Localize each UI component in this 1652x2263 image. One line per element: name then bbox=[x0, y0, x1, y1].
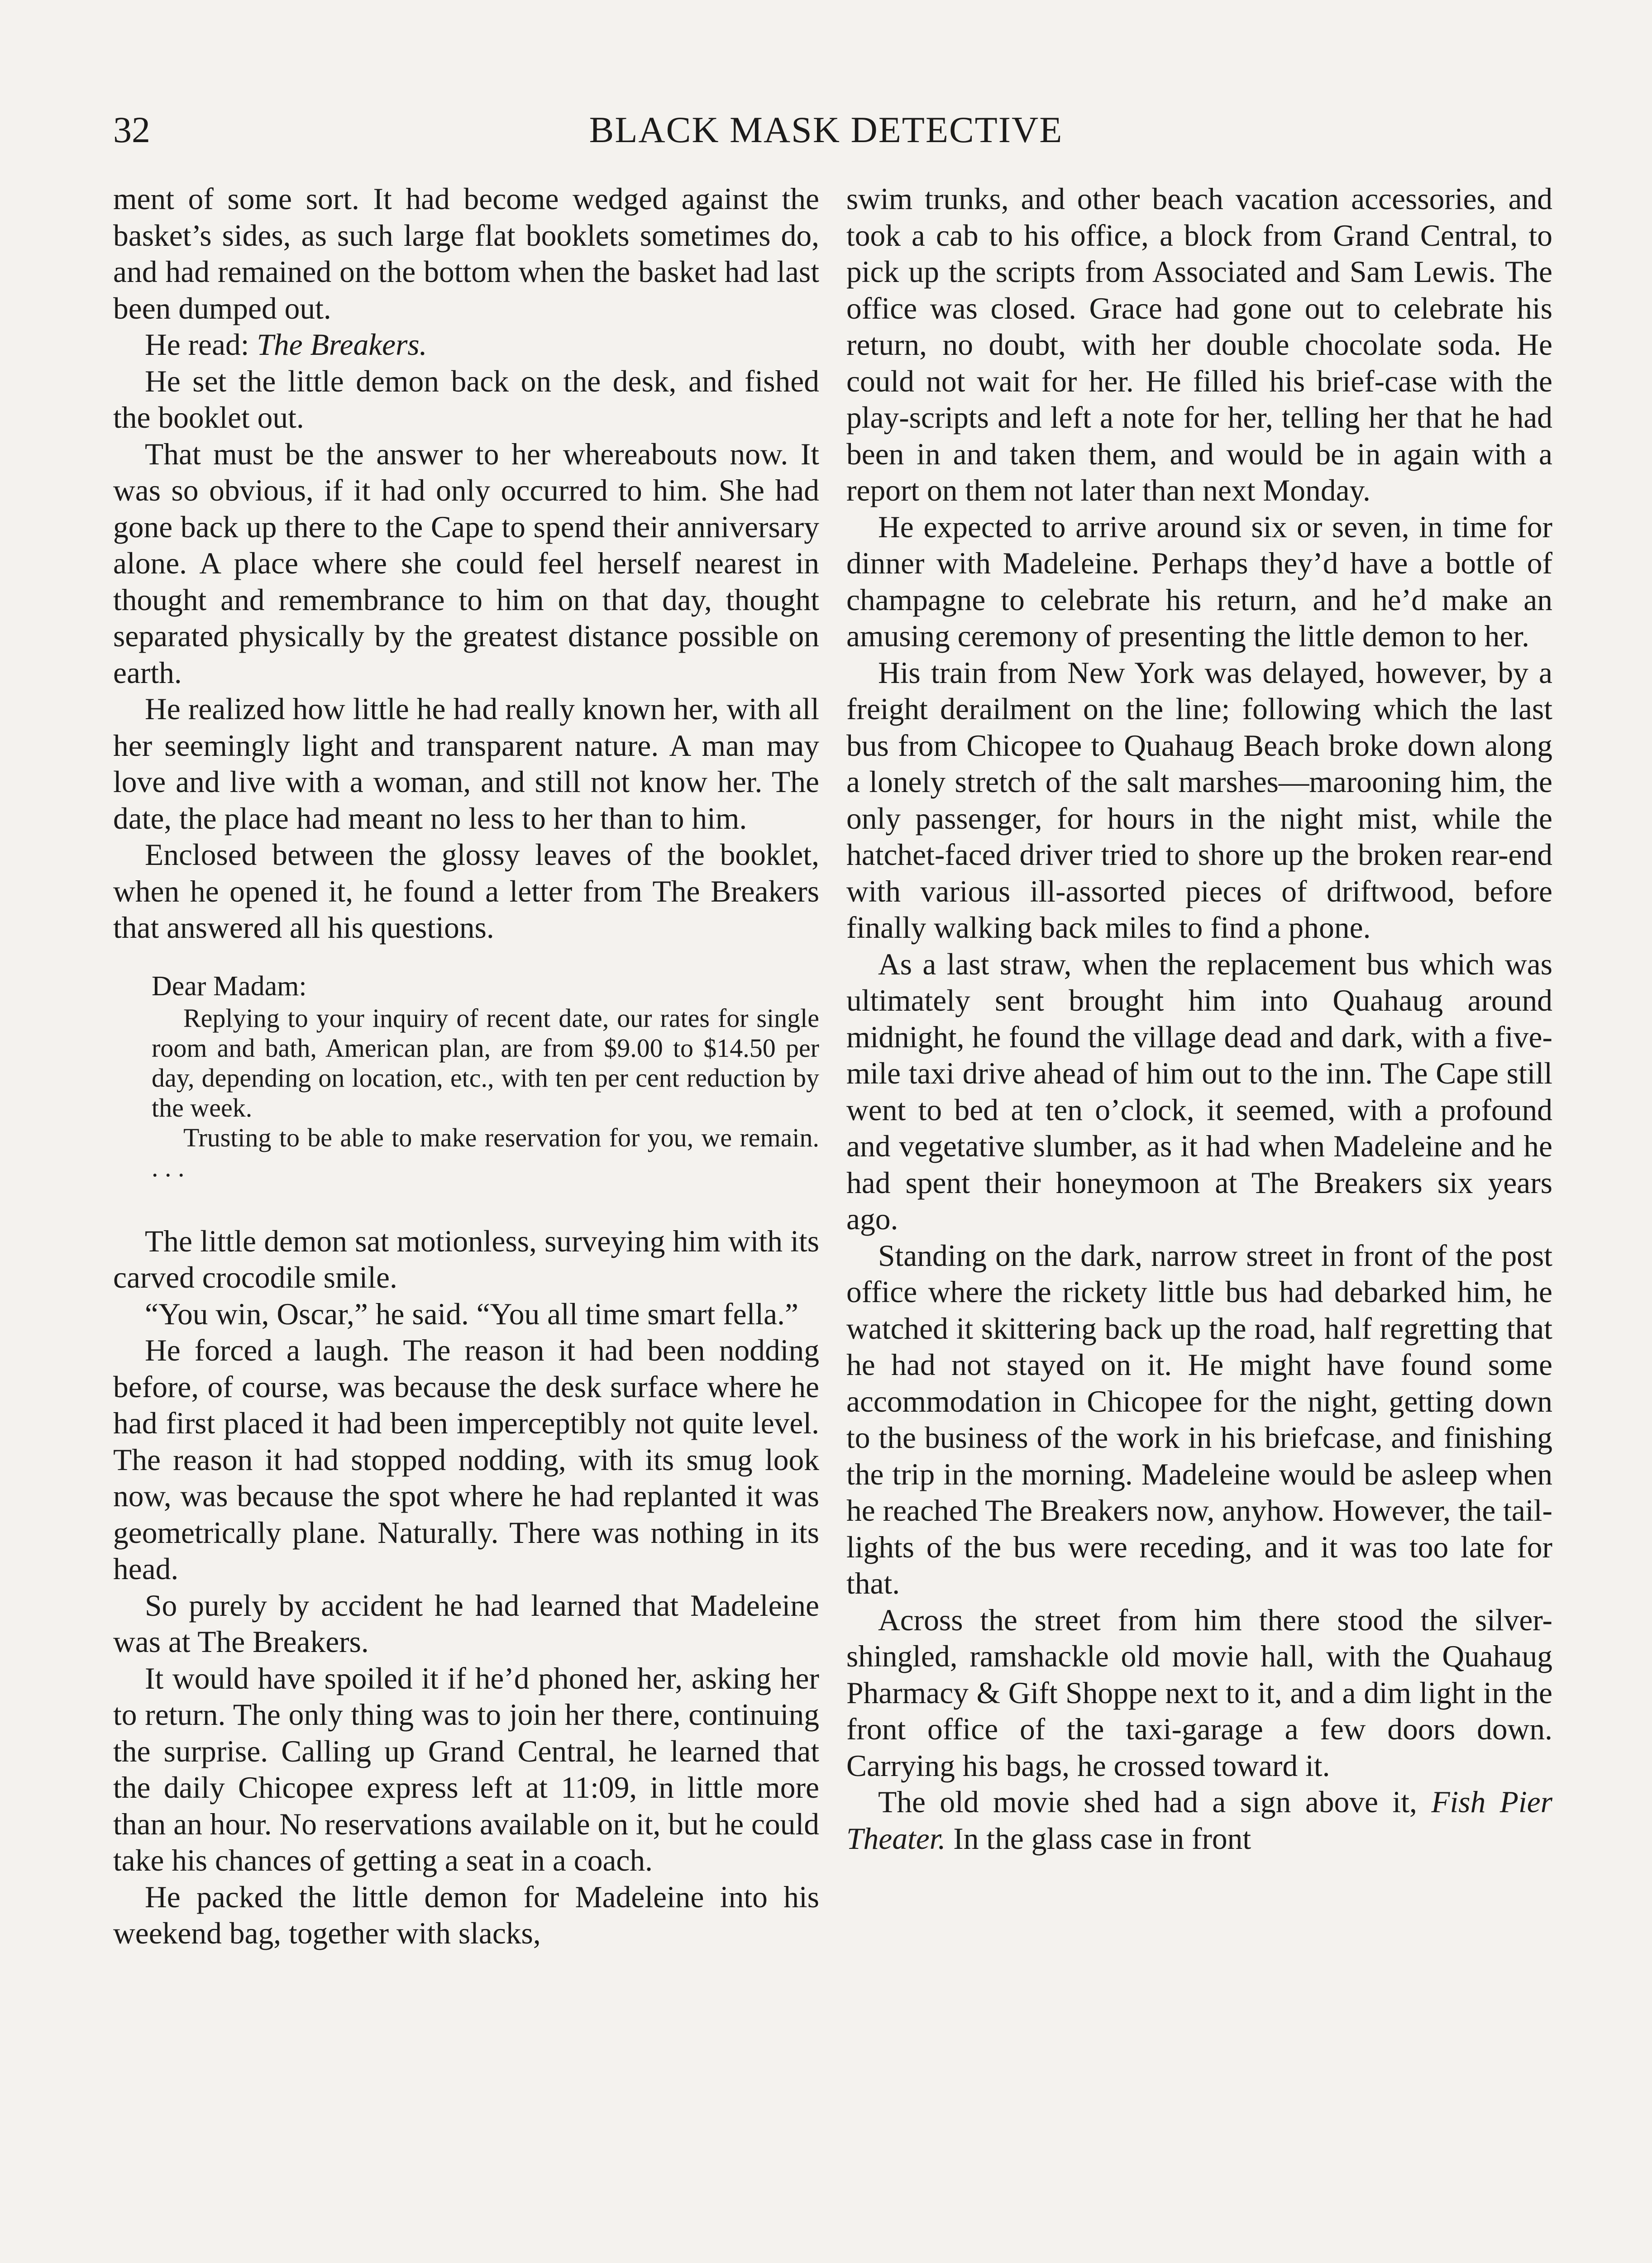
paragraph: “You win, Oscar,” he said. “You all time smart fella.” bbox=[145, 1297, 798, 1331]
paragraph bbox=[846, 1784, 1552, 1857]
paragraph: Enclosed between the glossy leaves of the booklet, when he opened it, he found a letter from The Breakers that answered all his questions. bbox=[113, 838, 819, 945]
paragraph: swim trunks, and other beach vacation accessories, and took a cab to his office, a block from Grand Central, to pick up the scripts from Associated and Sam Lewis. The office was closed. Grace had gone out to celebrate his return, no doubt, with her double chocolate soda. He could not wait for her. He filled his brief-case with the play-scripts and left a note for her, telling her that he had been in and taken them, and would be in again with a report on them not later than next Monday. bbox=[846, 182, 1552, 507]
paragraph: He packed the little demon for Madeleine into his weekend bag, together with slacks, bbox=[113, 1880, 819, 1950]
paragraph: Across the street from him there stood the silver-shingled, ramshackle old movie hall, with the Quahaug Pharmacy & Gift Shoppe next to it, and a dim light in the front office of the taxi-garage a few doors down. Carrying his bags, he crossed toward it. bbox=[846, 1603, 1552, 1783]
paragraph: His train from New York was delayed, however, by a freight derailment on the line; following which the last bus from Chicopee to Quahaug Beach broke down along a lonely stretch of the salt marshes—marooning him, the only passenger, for hours in the night mist, while the hatchet-faced driver tried to shore up the broken rear-end with various ill-assorted pieces of driftwood, before finally walking back miles to find a phone. bbox=[846, 655, 1552, 945]
paragraph: He realized how little he had really known her, with all her seemingly light and transparent nature. A man may love and live with a woman, and still not know her. The date, the place had meant no less to her than to him. bbox=[113, 692, 819, 835]
paragraph: ment of some sort. It had become wedged against the basket’s sides, as such large flat booklets sometimes do, and had remained on the bottom when the basket had last been dumped out. bbox=[113, 182, 819, 325]
paragraph: He forced a laugh. The reason it had been nodding before, of course, was because the desk surface where he had first placed it had been imperceptibly not quite level. The reason it had stopped nodding, with its smug look now, was because the spot where he had replanted it was geometrically plane. Naturally. There was nothing in its head. bbox=[113, 1333, 819, 1586]
page-header bbox=[113, 100, 1539, 167]
paragraph: He expected to arrive around six or seven, in time for dinner with Madeleine. Perhaps they’d have a bottle of champagne to celebrate his return, and he’d make an amusing ceremony of presenting the little demon to her. bbox=[846, 510, 1552, 653]
letter-closing: Trusting to be able to make reservation for you, we remain. . . . bbox=[152, 1122, 819, 1182]
theater-name: Fish Pier Theater. bbox=[846, 1785, 1552, 1856]
paragraph: It would have spoiled it if he’d phoned her, asking her to return. The only thing was to join her there, continuing the surprise. Calling up Grand Central, he learned that the daily Chicopee express left at 11:09, in little more than an hour. No reservations available on it, but he could take his chances of getting a seat in a coach. bbox=[113, 1661, 819, 1877]
paragraph: So purely by accident he had learned that Madeleine was at The Breakers. bbox=[113, 1588, 819, 1659]
letter-body: Replying to your inquiry of recent date, our rates for single room and bath, American plan, are from $9.00 to $14.50 per day, depending on location, etc., with ten per cent reduction by the week. bbox=[152, 1003, 819, 1122]
paragraph: He set the little demon back on the desk, and fished the booklet out. bbox=[113, 364, 819, 434]
paragraph-lead: The old movie shed had a sign above it, bbox=[878, 1785, 1432, 1819]
left-column bbox=[113, 181, 819, 1952]
running-title: BLACK MASK DETECTIVE bbox=[589, 109, 1063, 150]
paragraph-tail: In the glass case in front bbox=[945, 1821, 1251, 1856]
paragraph: Standing on the dark, narrow street in front of the post office where the rickety little bus had debarked him, he watched it skittering back up the road, half regretting that he had not stayed on it. He might have found some accommodation in Chicopee for the night, getting down to the business of the work in his briefcase, and finishing the trip in the morning. Madeleine would be asleep when he reached The Breakers now, anyhow. However, the tail-lights of the bus were receding, and it was too late for that. bbox=[846, 1238, 1552, 1600]
booklet-title: The Breakers. bbox=[257, 328, 427, 362]
paragraph: As a last straw, when the replacement bus which was ultimately sent brought him into Quahaug around midnight, he found the village dead and dark, with a five-mile taxi drive ahead of him out to the inn. The Cape still went to bed at ten o’clock, it seemed, with a profound and vegetative slumber, as it had when Madeleine and he had spent their honeymoon at The Breakers six years ago. bbox=[846, 947, 1552, 1236]
paragraph: The little demon sat motionless, surveying him with its carved crocodile smile. bbox=[113, 1224, 819, 1294]
letter-salutation: Dear Madam: bbox=[152, 970, 307, 1002]
paragraph bbox=[113, 327, 819, 363]
letter-excerpt bbox=[152, 969, 819, 1183]
right-column bbox=[846, 181, 1552, 1857]
page-number: 32 bbox=[113, 109, 150, 150]
paragraph: That must be the answer to her whereabouts now. It was so obvious, if it had only occurred to him. She had gone back up there to the Cape to spend their anniversary alone. A place where she could feel herself nearest in thought and remembrance to him on that day, thought separated physically by the greatest distance possible on earth. bbox=[113, 437, 819, 690]
paragraph-lead: He read: bbox=[145, 328, 257, 362]
